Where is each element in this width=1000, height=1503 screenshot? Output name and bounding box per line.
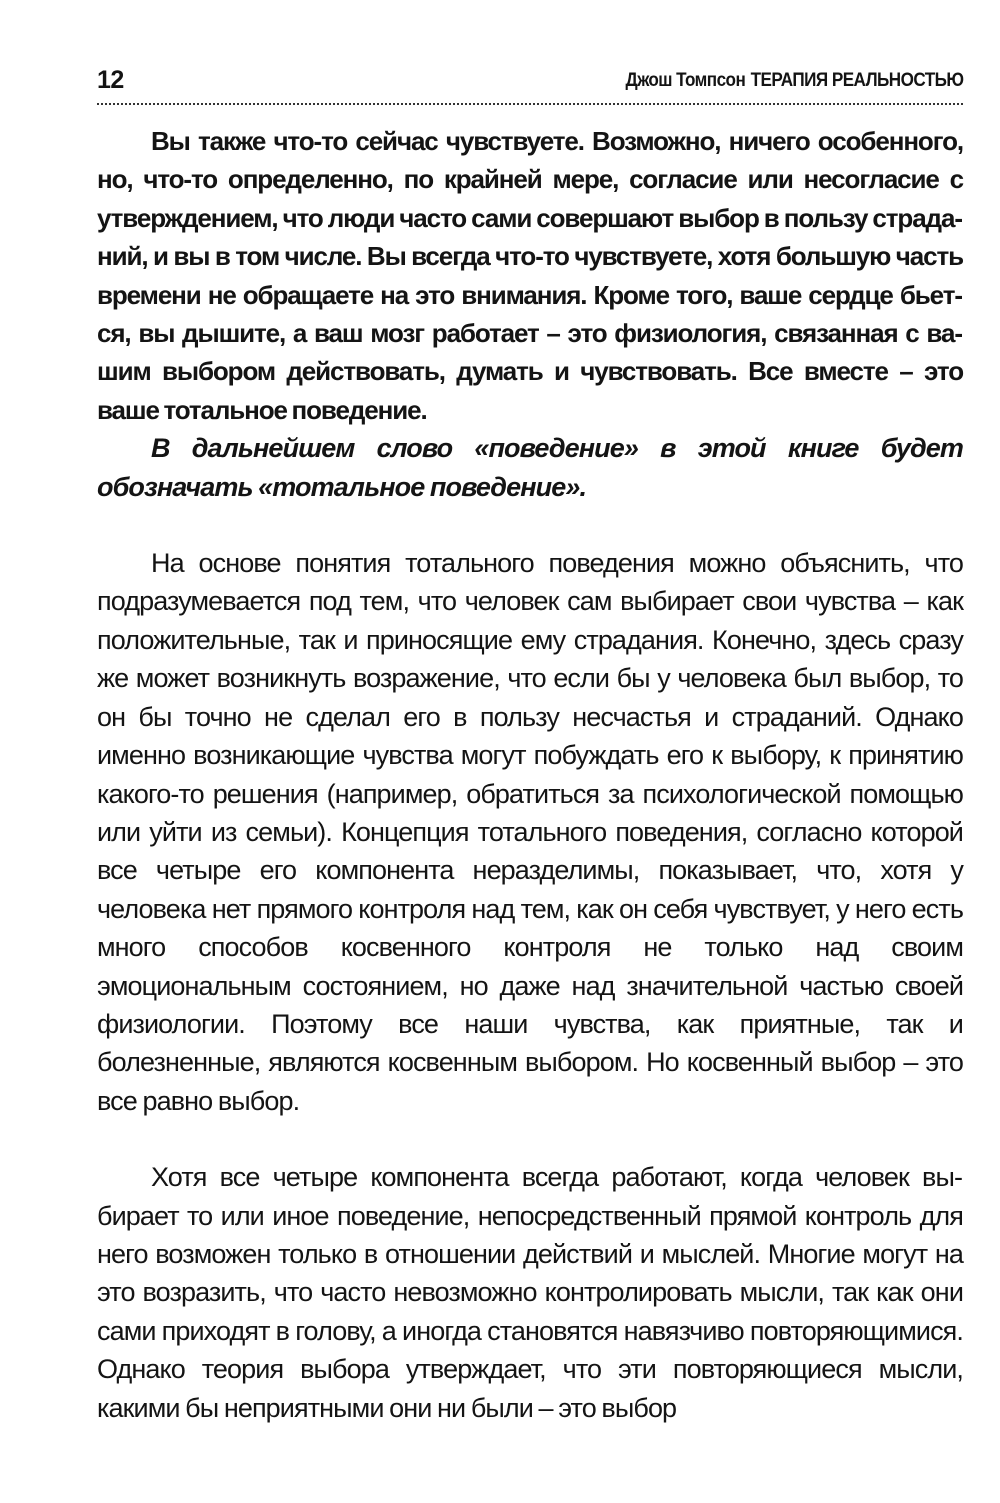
running-head-book-title: ТЕРАПИЯ РЕАЛЬНОСТЬЮ (750, 70, 963, 91)
header-divider (97, 103, 963, 105)
page-body (97, 122, 963, 1427)
running-head (625, 68, 963, 94)
paragraph-direct-control: Хотя все четыре компонента всегда работают, когда человек выбирает то или иное поведение, непосредственный прямой контроль для него возможен только в отношении действий и мыслей. Многие могут на это возразить, что часто невозможно контролировать мысли, так как они сами приходят в голову, а иногда становятся навязчиво повторяющимися. Однако теория выбора утверждает, что эти повторяющиеся мысли, какими бы неприятными они ни были – это выбор (97, 1162, 963, 1423)
paragraph-total-behavior: Вы также что-то сейчас чувствуете. Возможно, ничего особенного, но, что-то определенно, по крайней мере, согласие или несогласие с утверждением, что люди часто сами совершают выбор в пользу страданий, и вы в том числе. Вы всегда что-то чувствуете, хотя большую часть времени не обращаете на это внимания. Кроме того, ваше сердце бьется, вы дышите, а ваш мозг работает – это физиология, связанная с вашим выбором действовать, думать и чувствовать. Все вместе – это ваше тотальное поведение. (97, 126, 963, 425)
paragraph-choosing-feelings: На основе понятия тотального поведения можно объяснить, что подразумевается под тем, что человек сам выбирает свои чувства – как положительные, так и приносящие ему страдания. Конечно, здесь сразу же может возникнуть возражение, что если бы у человека был выбор, то он бы точно не сделал его в пользу несчастья и страданий. Однако именно возникающие чувства могут побуждать его к выбору, к принятию какого-то решения (например, обратиться за психологической помощью или уйти из семьи). Концепция тотального поведения, согласно которой все четыре его компонента неразделимы, показывает, что, хотя у человека нет прямого контроля над тем, как он себя чувствует, у него есть много способов косвенного контроля не только над своим эмоциональным состоянием, но даже над значительной частью своей физиологии. Поэтому все наши чувства, как приятные, так и болезненные, являются косвенным выбором. Но косвенный выбор – это все равно выбор. (97, 548, 963, 1116)
paragraph-definition-note: В дальнейшем слово «поведение» в этой книге будет обозначать «тотальное поведение». (97, 433, 963, 502)
page-number: 12 (97, 66, 124, 94)
running-head-author: Джош Томпсон (625, 70, 745, 91)
page-header (97, 64, 963, 104)
